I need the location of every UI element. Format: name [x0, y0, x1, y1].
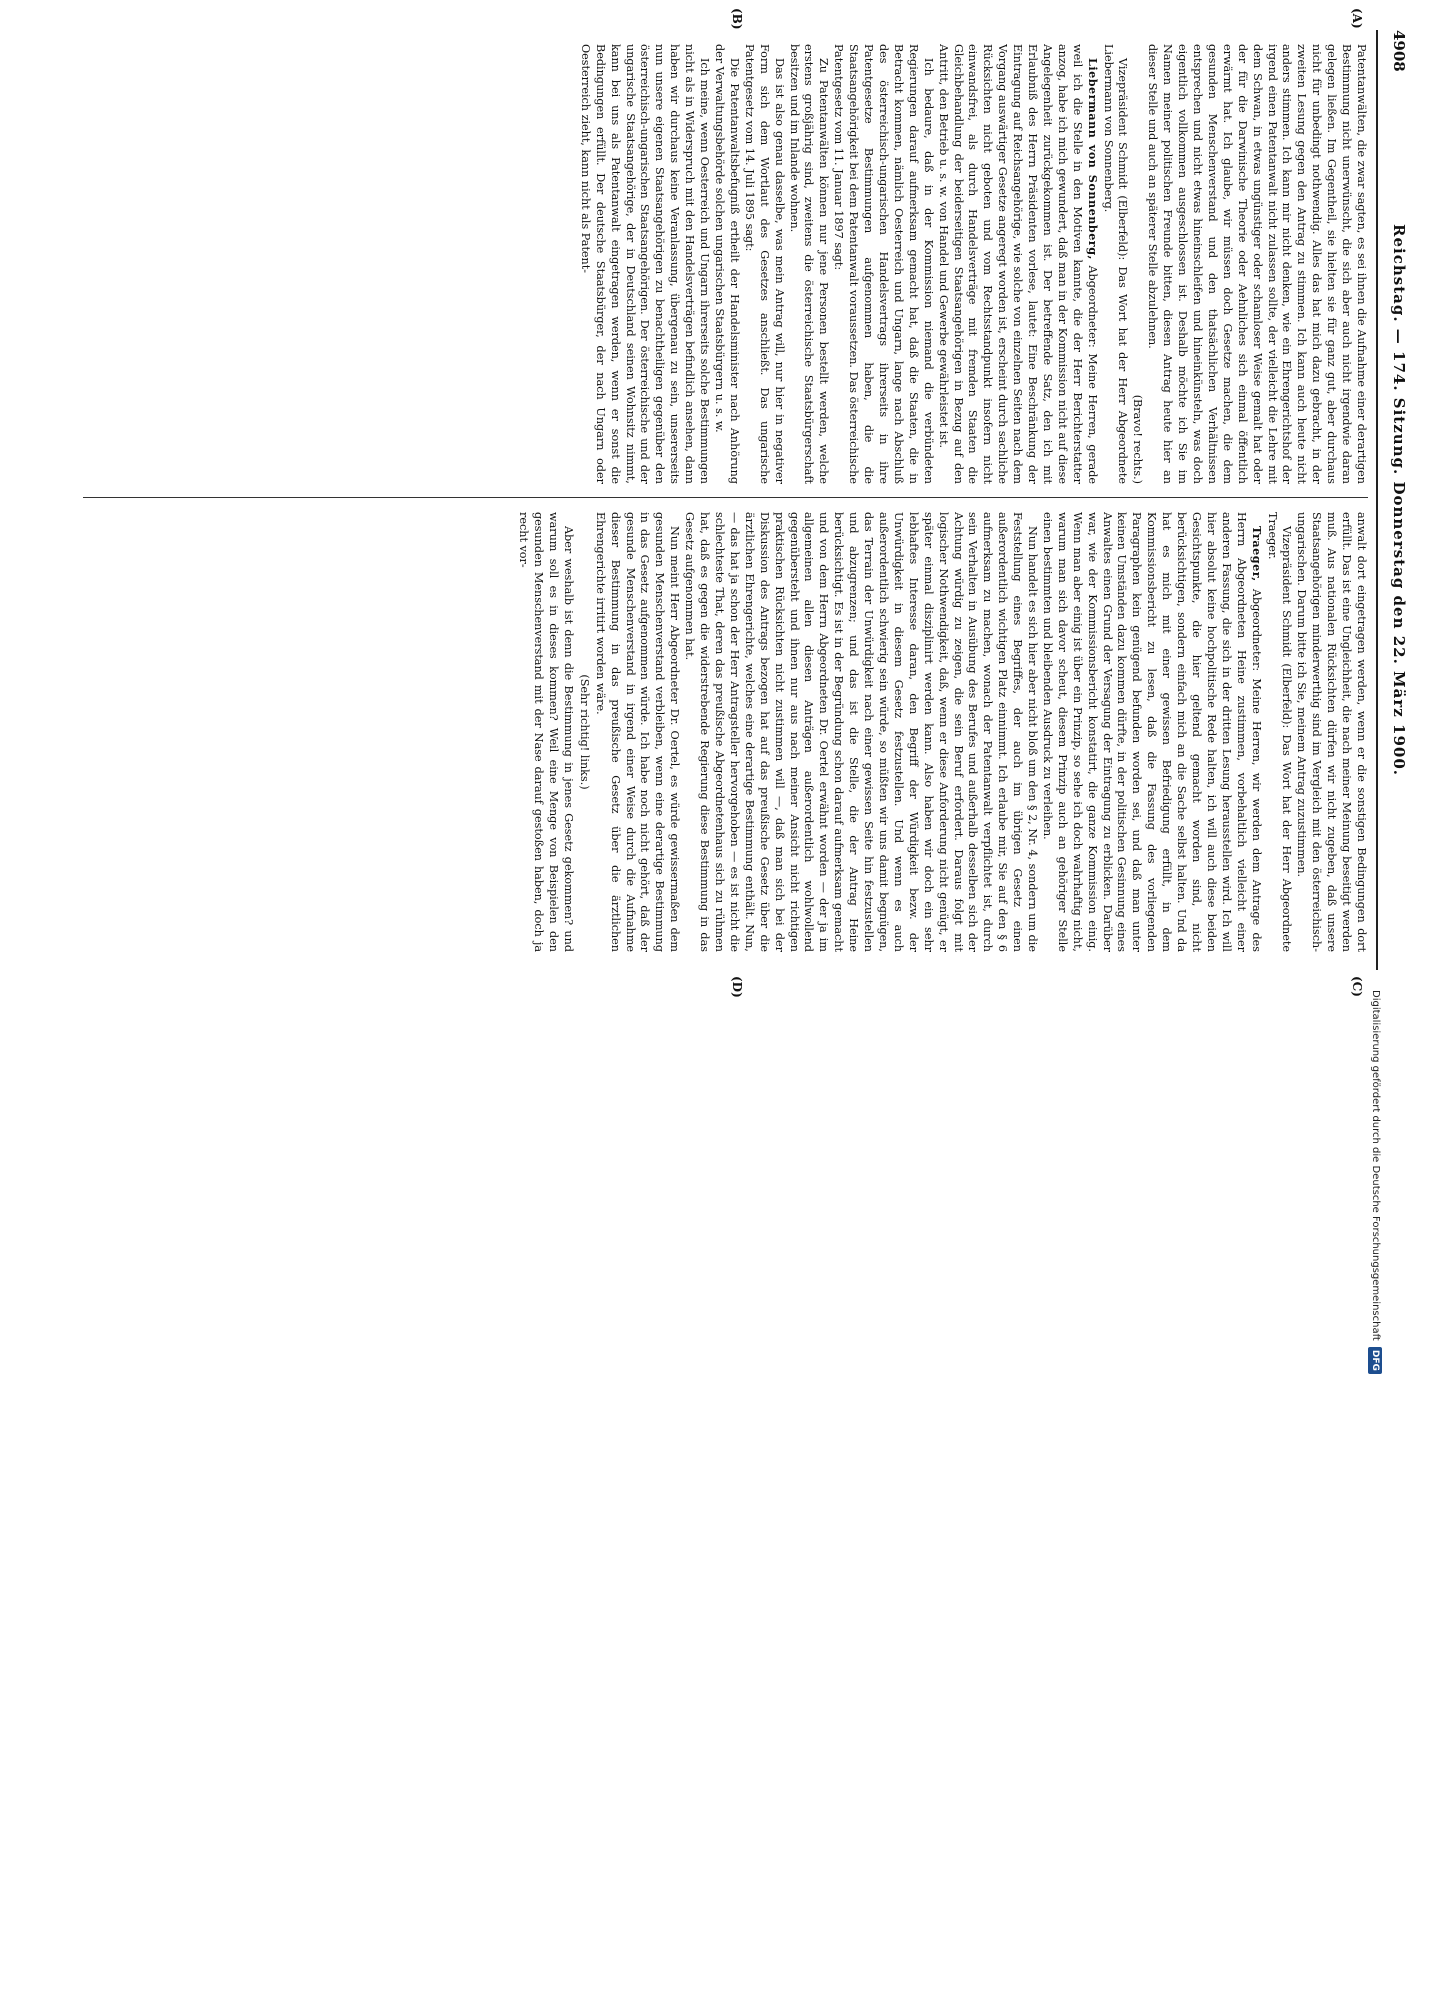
header-rule	[1376, 30, 1378, 970]
paragraph: Zu Patentanwälten können nur jene Personen bestellt werden, welche erstens großjährig sind, zweitens die österreichische Staatsbürgerschaft besitzen und im Inlande wohnen.	[787, 44, 831, 484]
footer-text: Digitalisierung gefördert durch die Deutsche Forschungsgemeinschaft	[1370, 990, 1381, 1341]
interjection: (Sehr richtig! links.)	[577, 674, 591, 790]
speaker-name: Traeger,	[1249, 526, 1264, 582]
page-title: Reichstag. — 174. Sitzung. Donnerstag den 22. März 1900.	[1390, 224, 1408, 776]
speaker-name: Liebermann von Sonnenberg,	[1085, 58, 1100, 260]
margin-marker-a: (A)	[1350, 8, 1364, 29]
margin-marker-d: (D)	[730, 976, 744, 998]
speech-text: Abgeordneter: Meine Herren, wir werden dem Antrage des Herrn Abgeordneten Heine zustimmen, vorbehaltlich vielleicht einer anderen Fassung, die sich in der dritten Lesung herausstellen wird. Ich will hier absolut keine hochpolitische Rede halten, ich will auch diese beiden Gesichtspunkte, die hier geltend gemacht worden sind, nicht berücksichtigen, sondern einfach mich an die Sache selbst halten. Und da hat es mich mit einer gewissen Befriedigung erfüllt, in dem Kommissionsbericht zu lesen, daß die Fassung des vorliegenden Paragraphen kein genügend befunden worden sei, und daß man unter keinen Umständen dazu kommen dürfte, in der politischen Gesinnung eines Anwaltes einen Grund der Versagung der Eintragung zu erblicken. Darüber war, wie der Kommissionsbericht konstatirt, die ganze Kommission einig. Wenn man aber einig ist über ein Prinzip, so sehe ich doch wahrhaftig nicht, warum man sich davor scheut, diesem Prinzip auch an gehöriger Stelle einen bestimmten und bleibenden Ausdruck zu verleihen.	[1040, 512, 1263, 952]
paragraph: Patentanwälten, die zwar sagten, es sei ihnen die Aufnahme einer derartigen Bestimmung nicht unerwünscht, die sich aber auch nicht irgendwie daran gelegen ließen. Im Gegentheil, sie hielten sie für ganz gut, aber durchaus nicht für unbedingt nothwendig. Alles das hat mich dazu gebracht, in der zweiten Lesung gegen den Antrag zu stimmen. Ich kann auch heute nicht anders stimmen. Ich kann mir nicht denken, wie ein Ehrengerichtshof der irgend einen Patentanwalt nicht zulassen sollte, der vielleicht die Lehre mit dem Schwan, in etwas ungünstiger oder schamloser Weise gemalt hat oder der für die Darwinische Theorie oder Aehnliches sich einmal öffentlich erwärmt hat. Ich glaube, wir müssen doch Gesetze machen, die dem gesunden Menschenverstand und den thatsächlichen Verhältnissen entsprechen und nicht etwas hineinschleifen und hineinkünsteln, was doch eigentlich vollkommen ausgeschlossen ist. Deshalb möchte ich Sie im Namen meiner politischen Freunde bitten, diesen Antrag heute hier an dieser Stelle und auch an späterer Stelle abzulehnen.	[1146, 44, 1368, 484]
paragraph: Ich meine, wenn Oesterreich und Ungarn ihrerseits solche Bestimmungen nicht als in Widerspruch mit den Handelsverträgen befindlich ansehen, dann haben wir durchaus keine Veranlassung, übergenau zu sein, unsererseits nun unsere eigenen Staatsangehörigen zu benachtheiligen gegenüber den österreichisch-ungarischen Staatsangehörigen. Der österreichische und der ungarische Staatsangehörige, der in Deutschland seinen Wohnsitz nimmt, kann bei uns als Patentanwalt eingetragen werden, wenn er sonst die Bedingungen erfüllt. Der deutsche Staatsbürger, der nach Ungarn oder Oesterreich zieht, kann nicht als Patent-	[578, 44, 712, 484]
column-divider	[83, 497, 1368, 498]
paragraph: Nun meint Herr Abgeordneter Dr. Oertel, es würde gewissermaßen dem gesunden Menschenverstand verbleiben, wenn eine derartige Bestimmung in das Gesetz aufgenommen würde. Ich habe noch nicht gehört, daß der gesunde Menschenverstand in irgend einer Weise durch die Aufnahme dieser Bestimmung in das preußische Gesetz über die ärztlichen Ehrengerichte irritirt worden wäre.	[593, 512, 682, 952]
margin-marker-c: (C)	[1350, 976, 1364, 997]
page-header	[1382, 30, 1416, 970]
paragraph: anwalt dort eingetragen werden, wenn er die sonstigen Bedingungen dort erfüllt. Das ist eine Ungleichheit, die nach meiner Meinung beseitigt werden muß. Aus nationalen Rücksichten dürfen wir nicht zugeben, daß unsere Staatsangehörigen minderwerthig sind im Vergleich mit den österreichisch-ungarischen. Darum bitte ich Sie, meinem Antrag zuzustimmen.	[1295, 512, 1368, 952]
paragraph: Das ist also genau dasselbe, was mein Antrag will, nur hier in negativer Form sich dem Wortlaut des Gesetzes anschließt. Das ungarische Patentgesetz vom 14. Juli 1895 sagt:	[742, 44, 786, 484]
paragraph: Ich bedaure, daß in der Kommission niemand die verbündeten Regierungen darauf aufmerksam gemacht hat, daß die Staaten, die in Betracht kommen, nämlich Oesterreich und Ungarn, lange nach Abschluß des österreichisch-ungarischen Handelsvertrags ihrerseits in ihre Patentgesetze Bestimmungen aufgenommen haben, die die Staatsangehörigkeit bei dem Patentanwalt voraussetzen. Das österreichische Patentgesetz vom 11. Januar 1897 sagt:	[832, 44, 935, 484]
left-text-column	[83, 44, 1368, 484]
paragraph: Nun handelt es sich hier aber nicht bloß um den § 2, Nr. 4, sondern um die Feststellung eines Begriffes, der auch im übrigen Gesetz einen außerordentlich wichtigen Platz einnimmt. Ich erlaube mir, Sie auf den § 6 aufmerksam zu machen, wonach der Patentanwalt verpflichtet ist, durch sein Verhalten in Ausübung des Berufes und außerhalb desselben sich der Achtung würdig zu zeigen, die sein Beruf erfordert. Daraus folgt mit logischer Nothwendigkeit, daß, wenn er diese Anforderung nicht genügt, er später einmal disziplinirt werden kann. Also haben wir doch ein sehr lebhaftes Interesse daran, den Begriff der Würdigkeit bezw. der Unwürdigkeit in diesem Gesetz festzustellen. Und wenn es auch außerordentlich schwierig sein würde, so müßten wir uns damit begnügen, das Terrain der Unwürdigkeit nach einer gewissen Seite hin festzustellen und abzugrenzen; und das ist die Stelle, die der Antrag Heine berücksichtigt. Es ist in der Begründung schon darauf aufmerksam gemacht und von dem Herrn Abgeordneten Dr. Oertel erwähnt worden — der ja im allgemeinen allen diesen Anträgen außerordentlich wohlwollend gegenübersteht und ihnen nur aus nach meiner Ansicht nicht richtigen praktischen Rücksichten nicht zustimmen will —, daß man sich bei der Diskussion des Antrags bezogen hat auf das preußische Gesetz über die ärztlichen Ehrengerichte, welches eine derartige Bestimmung enthält. Nun, — das hat ja schon der Herr Antragsteller hervorgehoben — es ist nicht die schlechteste That, deren das preußische Abgeordnetenhaus sich zu rühmen hat, daß es gegen die widerstrebende Regierung diese Bestimmung in das Gesetz aufgenommen hat.	[683, 512, 1040, 952]
paragraph: Vizepräsident Schmidt (Elberfeld): Das Wort hat der Herr Abgeordnete Liebermann von Sonnenberg.	[1101, 44, 1130, 484]
page-number: 4908	[1390, 30, 1408, 72]
interjection: (Bravo! rechts.)	[1131, 394, 1145, 484]
paragraph	[1039, 512, 1264, 952]
paragraph: Vizepräsident Schmidt (Elberfeld): Das Wort hat der Herr Abgeordnete Traeger.	[1265, 512, 1294, 952]
paragraph: Die Patentanwaltsbefugniß ertheilt der Handelsminister nach Anhörung der Verwaltungsbehörde solchen ungarischen Staatsbürgern u. s. w.	[713, 44, 741, 484]
digitization-footer	[1360, 990, 1390, 1990]
dfg-logo: DFG	[1368, 1347, 1382, 1374]
paragraph	[935, 44, 1100, 484]
margin-marker-b: (B)	[730, 8, 744, 30]
speech-text: Abgeordneter: Meine Herren, gerade weil ich die Stelle in den Motiven kannte, die der Herr Berichterstatter anzog, habe ich mich gewundert, daß man in der Kommission nicht auf diese Angelegenheit zurückgekommen ist. Der betreffende Satz, den ich mit Erlaubniß des Herrn Präsidenten vorlese, lautet: Eine Beschränkung der Eintragung auf Reichsangehörige, wie solche von einzelnen Seiten nach dem Vorgang auswärtiger Gesetze angeregt worden ist, erscheint durch sachliche Rücksichten nicht geboten und vom Rechtsstandpunkt insofern nicht einwandsfrei, als durch Handelsverträge mit fremden Staaten die Gleichbehandlung der beiderseitigen Staatsangehörigen in Bezug auf den Antritt, den Betrieb u. s. w. von Handel und Gewerbe gewährleistet ist.	[936, 44, 1099, 484]
paragraph: Aber weshalb ist denn die Bestimmung in jenes Gesetz gekommen? und warum soll es in dieses kommen? Weil eine Menge von Beispielen den gesunden Menschenverstand mit der Nase darauf gestoßen haben, doch ja recht vor-	[517, 512, 575, 952]
right-text-column	[83, 512, 1368, 952]
